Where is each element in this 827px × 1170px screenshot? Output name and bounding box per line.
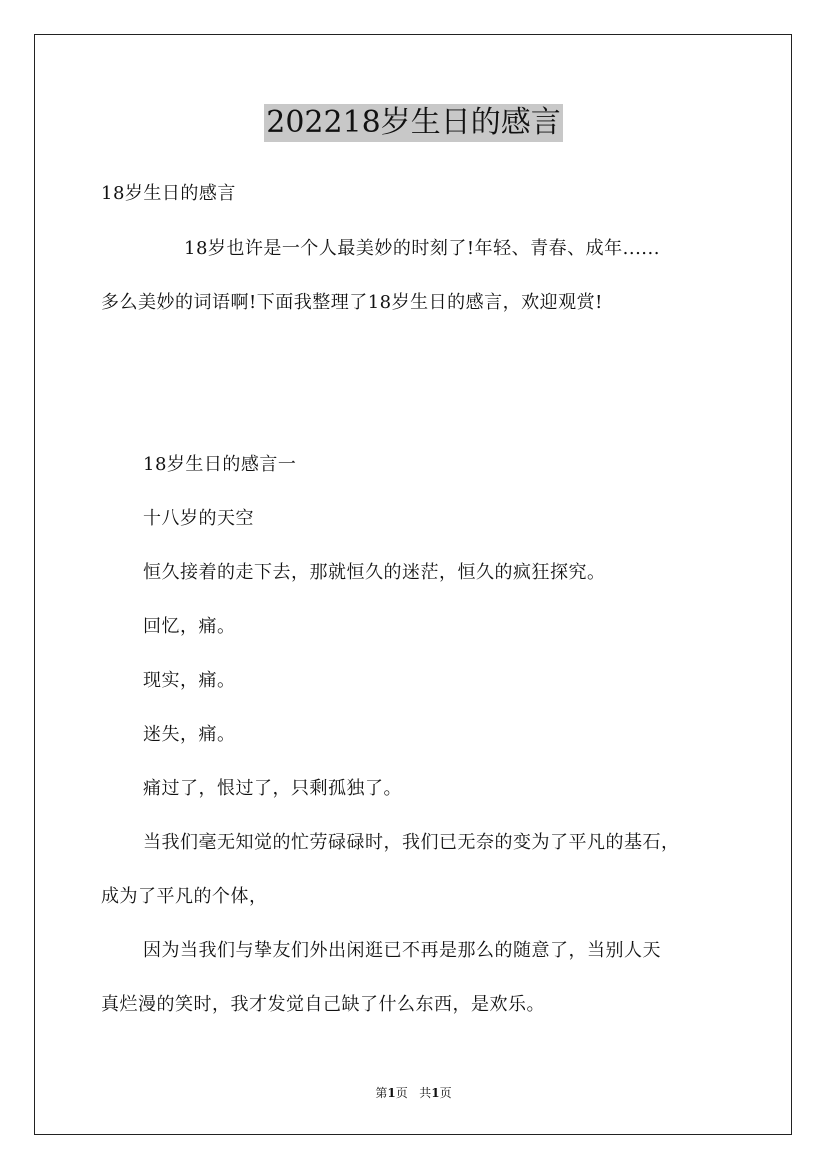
body-line: 成为了平凡的个体， — [101, 886, 268, 907]
page-prefix: 第 — [375, 1086, 388, 1100]
total-prefix: 共 — [419, 1086, 432, 1100]
body-line: 因为当我们与挚友们外出闲逛已不再是那么的随意了，当别人天 — [143, 940, 661, 961]
subtitle: 18岁生日的感言 — [101, 183, 236, 204]
body-line: 现实，痛。 — [143, 670, 236, 691]
total-pages: 1 — [431, 1086, 440, 1100]
body-line: 恒久接着的走下去，那就恒久的迷茫，恒久的疯狂探究。 — [143, 562, 606, 583]
section-heading: 18岁生日的感言一 — [143, 454, 297, 475]
total-suffix: 页 — [439, 1086, 452, 1100]
page-footer — [0, 1084, 827, 1101]
body-line: 回忆，痛。 — [143, 616, 236, 637]
intro-line-2: 多么美妙的词语啊!下面我整理了18岁生日的感言，欢迎观赏! — [101, 292, 603, 313]
document-title: 202218岁生日的感言 — [266, 105, 561, 140]
body-line: 当我们毫无知觉的忙劳碌碌时，我们已无奈的变为了平凡的基石， — [143, 832, 680, 853]
body-line: 迷失，痛。 — [143, 724, 236, 745]
body-line: 痛过了，恨过了，只剩孤独了。 — [143, 778, 402, 799]
page-number: 1 — [387, 1086, 396, 1100]
intro-line-1: 18岁也许是一个人最美妙的时刻了!年轻、青春、成年...... — [184, 238, 660, 259]
title-container — [0, 104, 827, 142]
page-suffix: 页 — [395, 1086, 408, 1100]
poem-title: 十八岁的天空 — [143, 508, 254, 529]
body-line: 真烂漫的笑时，我才发觉自己缺了什么东西，是欢乐。 — [101, 994, 545, 1015]
